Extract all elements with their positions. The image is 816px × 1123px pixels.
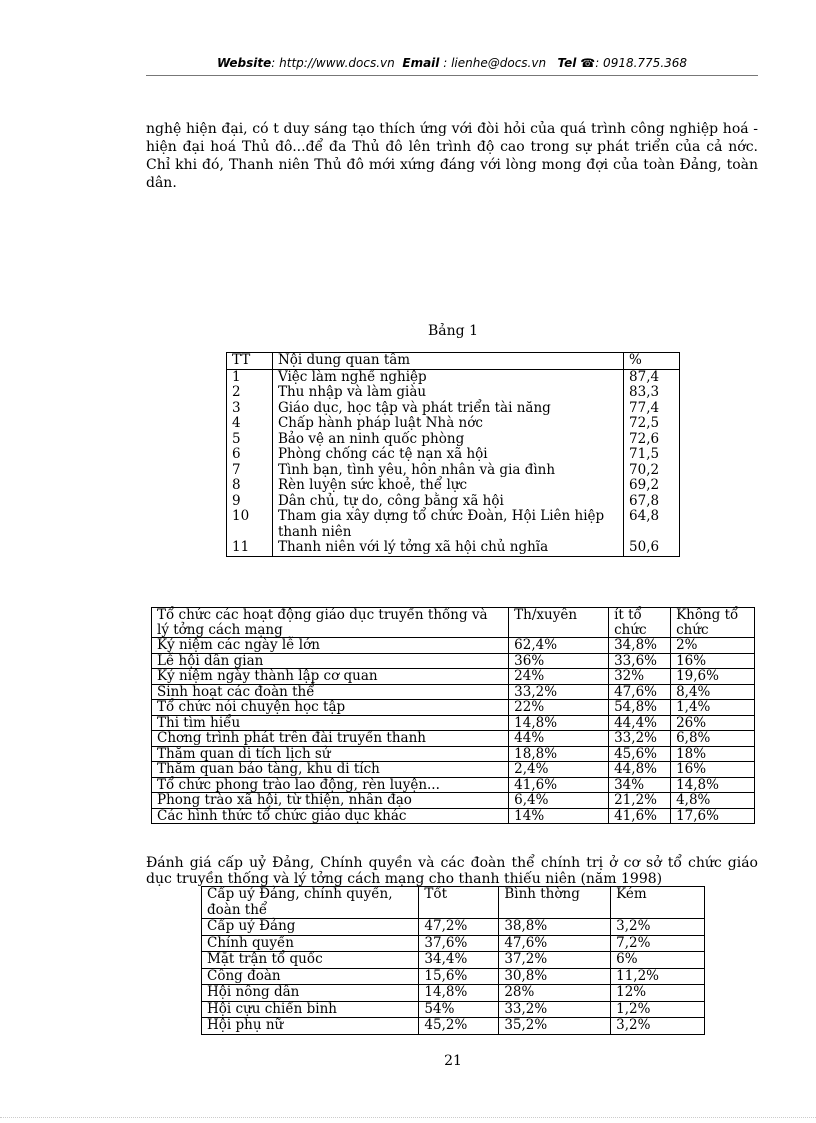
table-cell: 54,8% bbox=[609, 700, 671, 716]
table-cell: 33,2% bbox=[499, 1001, 611, 1018]
table-row bbox=[202, 1001, 705, 1018]
footer-divider bbox=[0, 1117, 816, 1118]
table-cell: 24% bbox=[509, 669, 609, 685]
table-cell: 69,2 bbox=[624, 478, 680, 494]
table-cell: 36% bbox=[509, 653, 609, 669]
table-cell: Cấp uỷ Đảng bbox=[202, 919, 419, 936]
table-cell: 9 bbox=[227, 494, 273, 510]
table-cell: 3,2% bbox=[611, 919, 705, 936]
table-cell: 14% bbox=[509, 808, 609, 824]
table-cell: Các hình thức tổ chức giáo dục khác bbox=[152, 808, 509, 824]
table-cell: 6,8% bbox=[671, 731, 755, 747]
table-cell: Hội nông dân bbox=[202, 985, 419, 1002]
table-cell: 19,6% bbox=[671, 669, 755, 685]
table-cell: 38,8% bbox=[499, 919, 611, 936]
table-cell: 41,6% bbox=[609, 808, 671, 824]
table-header-cell: Không tổ chức bbox=[671, 608, 755, 638]
table-header-cell: TT bbox=[227, 353, 273, 370]
table-row bbox=[227, 494, 680, 510]
table-header-cell: Tổ chức các hoạt động giáo dục truyền thống và lý tởng cách mạng bbox=[152, 608, 509, 638]
table-header-cell: Kém bbox=[611, 887, 705, 919]
table-row bbox=[152, 715, 755, 731]
table-cell: Lễ hội dân gian bbox=[152, 653, 509, 669]
table3-intro: Đánh giá cấp uỷ Đảng, Chính quyền và các đoàn thể chính trị ở cơ sở tổ chức giáo dục truyền thống và lý tởng cách mạng cho thanh thiếu niên (năm 1998) bbox=[146, 855, 758, 887]
table-cell: 83,3 bbox=[624, 385, 680, 401]
table-cell: Tổ chức phong trào lao động, rèn luyện... bbox=[152, 777, 509, 793]
table-row bbox=[227, 463, 680, 479]
table-organization-ratings bbox=[201, 886, 705, 1035]
email-address: : lienhe@docs.vn bbox=[443, 56, 547, 70]
table-cell: 4,8% bbox=[671, 793, 755, 809]
table-cell: Hội cựu chiến binh bbox=[202, 1001, 419, 1018]
table-cell: Chơng trình phát trên đài truyền thanh bbox=[152, 731, 509, 747]
table-cell: 44,4% bbox=[609, 715, 671, 731]
table-cell: 12% bbox=[611, 985, 705, 1002]
table-row bbox=[152, 638, 755, 654]
table-cell: Phong trào xã hội, từ thiện, nhân đạo bbox=[152, 793, 509, 809]
header-divider bbox=[146, 75, 758, 76]
table-cell: Phòng chống các tệ nạn xã hội bbox=[272, 447, 623, 463]
table-cell: 2 bbox=[227, 385, 273, 401]
table-cell: 14,8% bbox=[509, 715, 609, 731]
table-cell: 14,8% bbox=[671, 777, 755, 793]
table-cell: Rèn luyện sức khoẻ, thể lực bbox=[272, 478, 623, 494]
table-cell: 33,6% bbox=[609, 653, 671, 669]
table-row bbox=[227, 385, 680, 401]
table-cell: 62,4% bbox=[509, 638, 609, 654]
table-cell: 14,8% bbox=[419, 985, 499, 1002]
table-cell: 45,6% bbox=[609, 746, 671, 762]
table-cell: Thi tìm hiểu bbox=[152, 715, 509, 731]
table-cell: Dân chủ, tự do, công bằng xã hội bbox=[272, 494, 623, 510]
table-cell: Hội phụ nữ bbox=[202, 1018, 419, 1035]
table-cell: Thăm quan di tích lịch sử bbox=[152, 746, 509, 762]
table-cell: 34,8% bbox=[609, 638, 671, 654]
table-cell: Bảo vệ an ninh quốc phòng bbox=[272, 432, 623, 448]
table-cell: Tình bạn, tình yêu, hôn nhân và gia đình bbox=[272, 463, 623, 479]
table-cell: 37,2% bbox=[499, 952, 611, 969]
table-cell: 1,4% bbox=[671, 700, 755, 716]
table-cell: 34,4% bbox=[419, 952, 499, 969]
table-row bbox=[227, 401, 680, 417]
table-row bbox=[152, 793, 755, 809]
table-cell: 44% bbox=[509, 731, 609, 747]
tel-number: : 0918.775.368 bbox=[595, 56, 688, 70]
table-cell: 47,6% bbox=[499, 935, 611, 952]
table-row bbox=[152, 746, 755, 762]
table-row bbox=[152, 700, 755, 716]
table-cell: Việc làm nghề nghiệp bbox=[272, 369, 623, 385]
table-cell: Thanh niên với lý tởng xã hội chủ nghĩa bbox=[272, 540, 623, 556]
table-education-activities bbox=[151, 607, 755, 824]
table-row bbox=[152, 669, 755, 685]
table-cell: 30,8% bbox=[499, 968, 611, 985]
table-interests bbox=[226, 352, 680, 557]
table-cell: 34% bbox=[609, 777, 671, 793]
table-cell: 8,4% bbox=[671, 684, 755, 700]
table-cell: 77,4 bbox=[624, 401, 680, 417]
table-cell: 33,2% bbox=[509, 684, 609, 700]
table-cell: 5 bbox=[227, 432, 273, 448]
table-cell: Kỷ niệm ngày thành lập cơ quan bbox=[152, 669, 509, 685]
table-header-cell: Th/xuyên bbox=[509, 608, 609, 638]
table-cell: 15,6% bbox=[419, 968, 499, 985]
table-cell: Sinh hoạt các đoàn thể bbox=[152, 684, 509, 700]
table-cell: Giáo dục, học tập và phát triển tài năng bbox=[272, 401, 623, 417]
table-row bbox=[227, 447, 680, 463]
table-row bbox=[227, 432, 680, 448]
table-cell: 21,2% bbox=[609, 793, 671, 809]
table-cell: Thăm quan bảo tàng, khu di tích bbox=[152, 762, 509, 778]
table-row bbox=[152, 731, 755, 747]
table-cell: 6 bbox=[227, 447, 273, 463]
table-cell: 6% bbox=[611, 952, 705, 969]
table-cell: Tham gia xây dựng tổ chức Đoàn, Hội Liên hiệp thanh niên bbox=[272, 509, 623, 540]
table-cell: 1,2% bbox=[611, 1001, 705, 1018]
table1-caption: Bảng 1 bbox=[428, 323, 478, 339]
table-row bbox=[202, 1018, 705, 1035]
table-cell: 16% bbox=[671, 653, 755, 669]
table-row bbox=[227, 478, 680, 494]
table-cell: 67,8 bbox=[624, 494, 680, 510]
table-cell: Thu nhập và làm giàu bbox=[272, 385, 623, 401]
table-cell: 8 bbox=[227, 478, 273, 494]
table-cell: 72,5 bbox=[624, 416, 680, 432]
table-cell: 22% bbox=[509, 700, 609, 716]
table-header-row bbox=[227, 353, 680, 370]
table-cell: Công đoàn bbox=[202, 968, 419, 985]
table-cell: 47,6% bbox=[609, 684, 671, 700]
table-cell: 28% bbox=[499, 985, 611, 1002]
table-cell: 37,6% bbox=[419, 935, 499, 952]
table-cell: 87,4 bbox=[624, 369, 680, 385]
table-cell: 35,2% bbox=[499, 1018, 611, 1035]
table-header-cell: Bình thờng bbox=[499, 887, 611, 919]
table-cell: 4 bbox=[227, 416, 273, 432]
table-cell: 11,2% bbox=[611, 968, 705, 985]
table-cell: Kỷ niệm các ngày lễ lớn bbox=[152, 638, 509, 654]
table-header-cell: Tốt bbox=[419, 887, 499, 919]
table-cell: 7,2% bbox=[611, 935, 705, 952]
table-cell: 11 bbox=[227, 540, 273, 556]
table-cell: Chính quyền bbox=[202, 935, 419, 952]
table-header-cell: Nội dung quan tâm bbox=[272, 353, 623, 370]
table-cell: 41,6% bbox=[509, 777, 609, 793]
phone-icon: ☎ bbox=[580, 56, 596, 70]
website-label: Website bbox=[216, 56, 272, 70]
page-number: 21 bbox=[444, 1053, 462, 1069]
table-cell: 64,8 bbox=[624, 509, 680, 540]
table-cell: Tổ chức nói chuyện học tập bbox=[152, 700, 509, 716]
table-cell: 18% bbox=[671, 746, 755, 762]
table-header-cell: Cấp uỷ Đảng, chính quyền, đoàn thể bbox=[202, 887, 419, 919]
website-url: : http://www.docs.vn bbox=[271, 56, 395, 70]
table-cell: 18,8% bbox=[509, 746, 609, 762]
table-cell: 16% bbox=[671, 762, 755, 778]
table-cell: 44,8% bbox=[609, 762, 671, 778]
table-cell: 50,6 bbox=[624, 540, 680, 556]
tel-label: Tel bbox=[557, 56, 577, 70]
table-row bbox=[152, 684, 755, 700]
email-label: Email bbox=[402, 56, 440, 70]
table-cell: 3,2% bbox=[611, 1018, 705, 1035]
table-cell: 2,4% bbox=[509, 762, 609, 778]
table-row bbox=[202, 985, 705, 1002]
table-cell: 1 bbox=[227, 369, 273, 385]
table-cell: 3 bbox=[227, 401, 273, 417]
table-cell: 72,6 bbox=[624, 432, 680, 448]
table-row bbox=[202, 952, 705, 969]
table-row bbox=[227, 540, 680, 556]
table-row bbox=[202, 935, 705, 952]
table-row bbox=[202, 919, 705, 936]
table-row bbox=[152, 808, 755, 824]
table-cell: 10 bbox=[227, 509, 273, 540]
table-header-row bbox=[202, 887, 705, 919]
table-row bbox=[202, 968, 705, 985]
table-cell: 32% bbox=[609, 669, 671, 685]
table-cell: 17,6% bbox=[671, 808, 755, 824]
table-cell: 70,2 bbox=[624, 463, 680, 479]
table-cell: Chấp hành pháp luật Nhà nớc bbox=[272, 416, 623, 432]
table-row bbox=[227, 509, 680, 540]
table-cell: 47,2% bbox=[419, 919, 499, 936]
table-cell: 33,2% bbox=[609, 731, 671, 747]
table-row bbox=[152, 777, 755, 793]
table-cell: 45,2% bbox=[419, 1018, 499, 1035]
page-header bbox=[146, 56, 758, 70]
body-paragraph: nghệ hiện đại, có t duy sáng tạo thích ứng với đòi hỏi của quá trình công nghiệp hoá - hiện đại hoá Thủ đô...để đa Thủ đô lên trình độ cao trong sự phát triển của cả nớc. Chỉ khi đó, Thanh niên Thủ đô mới xứng đáng với lòng mong đợi của toàn Đảng, toàn dân. bbox=[146, 121, 758, 191]
table-cell: 6,4% bbox=[509, 793, 609, 809]
table-cell: 2% bbox=[671, 638, 755, 654]
table-cell: 71,5 bbox=[624, 447, 680, 463]
table-row bbox=[227, 369, 680, 385]
table-cell: 54% bbox=[419, 1001, 499, 1018]
table-cell: Mặt trận tổ quốc bbox=[202, 952, 419, 969]
table-header-cell: % bbox=[624, 353, 680, 370]
table-row bbox=[227, 416, 680, 432]
table-row bbox=[152, 762, 755, 778]
table-cell: 7 bbox=[227, 463, 273, 479]
table-header-cell: ít tổ chức bbox=[609, 608, 671, 638]
table-row bbox=[152, 653, 755, 669]
table-header-row bbox=[152, 608, 755, 638]
table-cell: 26% bbox=[671, 715, 755, 731]
